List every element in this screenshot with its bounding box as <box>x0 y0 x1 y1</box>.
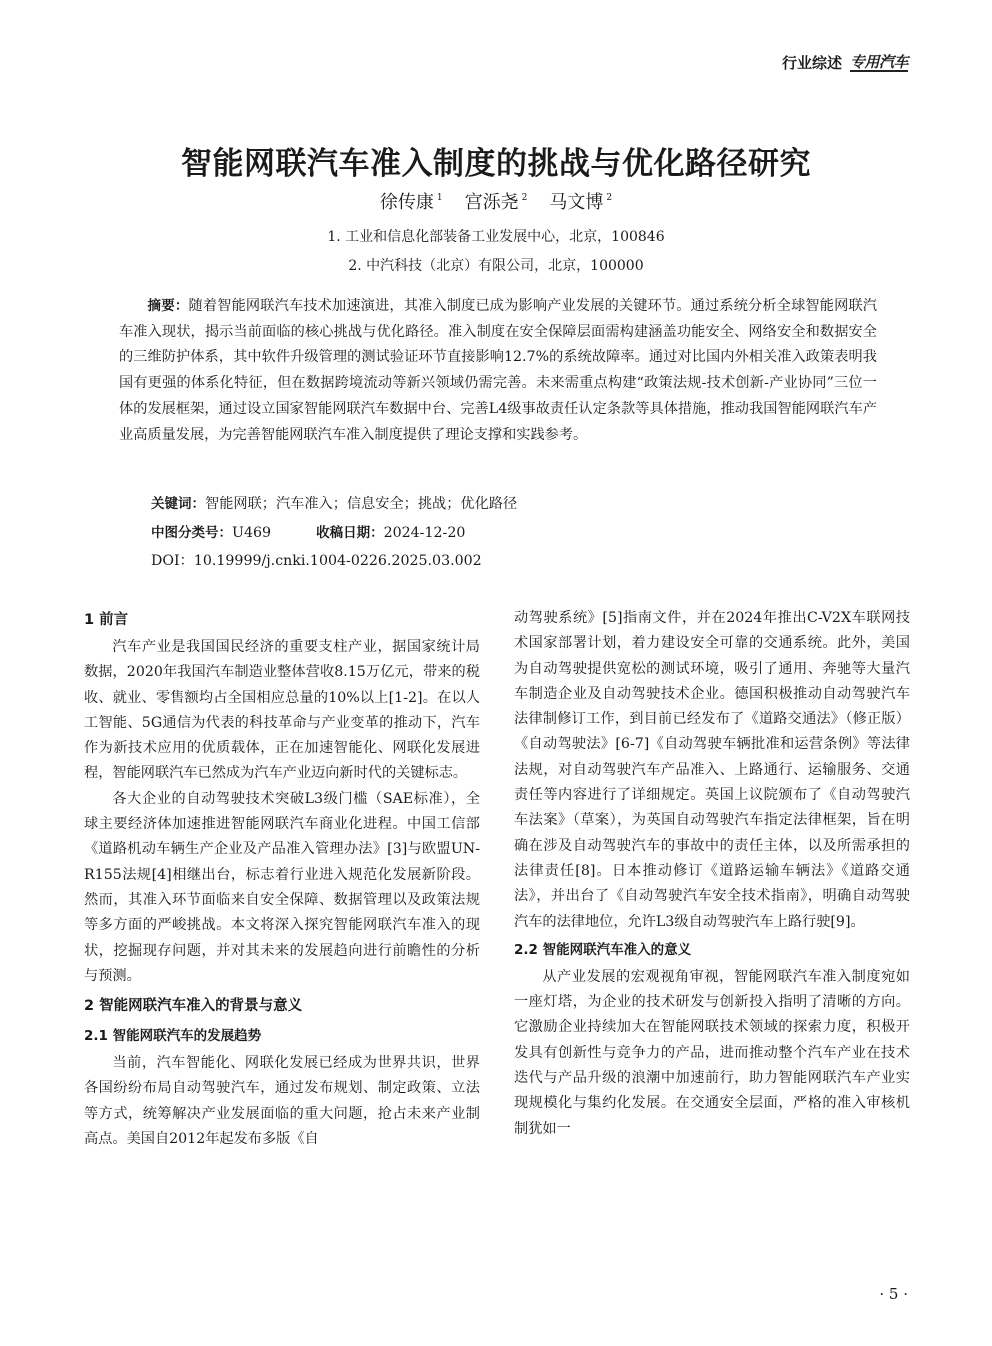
section-label: 行业综述 <box>781 54 842 72</box>
affiliation: 1. 工业和信息化部装备工业发展中心，北京，100846 <box>327 229 665 245</box>
affiliation: 2. 中汽科技（北京）有限公司，北京，100000 <box>348 258 644 274</box>
paragraph: 当前，汽车智能化、网联化发展已经成为世界共识，世界各国纷纷布局自动驾驶汽车，通过发布规划、制定政策、立法等方式，统筹解决产业发展面临的重大问题，抢占未来产业制高点。美国自2012年起发布多版《自 <box>84 1055 480 1148</box>
left-column <box>84 605 480 1152</box>
abstract-label: 摘要： <box>147 298 189 314</box>
section-heading: 1 前言 <box>84 612 129 628</box>
doi-label: DOI： <box>151 553 194 569</box>
classification-label: 中图分类号： <box>151 525 232 541</box>
author: 宫泺尧 $^2$ <box>464 192 528 213</box>
paragraph: 动驾驶系统》[5]指南文件，并在2024年推出C-V2X车联网技术国家部署计划，着力建设安全可靠的交通系统。此外，美国为自动驾驶提供宽松的测试环境，吸引了通用、奔驰等大量汽车制造企业及自动驾驶技术企业。德国积极推动自动驾驶汽车法律制修订工作，到目前已经发布了《道路交通法》（修正版）《自动驾驶法》[6-7]《自动驾驶车辆批准和运营条例》等法律法规，对自动驾驶汽车产品准入、上路通行、运输服务、交通责任等内容进行了详细规定。英国上议院颁布了《自动驾驶汽车法案》（草案），为英国自动驾驶汽车指定法律框架，旨在明确在涉及自动驾驶汽车的事故中的责任主体，以及所需承担的法律责任[8]。日本推动修订《道路运输车辆法》《道路交通法》，并出台了《自动驾驶汽车安全技术指南》，明确自动驾驶汽车的法律地位，允许L3级自动驾驶汽车上路行驶[9]。 <box>514 610 910 930</box>
journal-logo: 专用汽车 <box>849 52 908 71</box>
doi-line <box>151 550 482 570</box>
keywords <box>151 492 517 513</box>
subsection-heading: 2.1 智能网联汽车的发展趋势 <box>84 1028 262 1045</box>
keywords-label: 关键词： <box>151 496 205 512</box>
paragraph: 汽车产业是我国国民经济的重要支柱产业，据国家统计局数据，2020年我国汽车制造业整体营收8.15万亿元，带来的税收、就业、零售额均占全国相应总量的10%以上[1-2]。在以人工智能、5G通信为代表的科技革命与产业变革的推动下，汽车作为新技术应用的优质载体，正在加速智能化、网联化发展进程，智能网联汽车已然成为汽车产业迈向新时代的关键标志。 <box>84 639 480 782</box>
abstract-text: 随着智能网联汽车技术加速演进，其准入制度已成为影响产业发展的关键环节。通过系统分析全球智能网联汽车准入现状，揭示当前面临的核心挑战与优化路径。准入制度在安全保障层面需构建涵盖功能安全、网络安全和数据安全的三维防护体系，其中软件升级管理的测试验证环节直接影响12.7%的系统故障率。通过对比国内外相关准入政策表明我国有更强的体系化特征，但在数据跨境流动等新兴领域仍需完善。未来需重点构建“政策法规-技术创新-产业协同”三位一体的发展框架，通过设立国家智能网联汽车数据中台、完善L4级事故责任认定条款等具体措施，推动我国智能网联汽车产业高质量发展，为完善智能网联汽车准入制度提供了理论支撑和实践参考。 <box>119 298 877 443</box>
classification-line <box>151 521 465 541</box>
author: 马文博 $^2$ <box>549 192 613 213</box>
right-column <box>514 606 910 1142</box>
running-header <box>782 52 908 73</box>
subsection-heading: 2.2 智能网联汽车准入的意义 <box>514 941 692 958</box>
section-heading: 2 智能网联汽车准入的背景与意义 <box>84 998 303 1015</box>
keywords-text: 智能网联；汽车准入；信息安全；挑战；优化路径 <box>205 496 518 512</box>
paragraph: 从产业发展的宏观视角审视，智能网联汽车准入制度宛如一座灯塔，为企业的技术研发与创新投入指明了清晰的方向。它激励企业持续加大在智能网联技术领域的探索力度，积极开发具有创新性与竞争力的产品，进而推动整个汽车产业在技术迭代与产品升级的浪潮中加速前行，助力智能网联汽车产业实现规模化与集约化发展。在交通安全层面，严格的准入审核机制犹如一 <box>514 968 910 1137</box>
author: 徐传康 $^1$ <box>379 192 443 213</box>
paper-title: 智能网联汽车准入制度的挑战与优化路径研究 <box>181 146 811 182</box>
doi-value: 10.19999/j.cnki.1004-0226.2025.03.002 <box>193 553 482 569</box>
paragraph: 各大企业的自动驾驶技术突破L3级门槛（SAE标准），全球主要经济体加速推进智能网联汽车商业化进程。中国工信部《道路机动车辆生产企业及产品准入管理办法》[3]与欧盟UN-R155法规[4]相继出台，标志着行业进入规范化发展新阶段。然而，其准入环节面临来自安全保障、数据管理以及政策法规等多方面的严峻挑战。本文将深入探究智能网联汽车准入的现状，挖掘现存问题，并对其未来的发展趋向进行前瞻性的分析与预测。 <box>84 790 480 984</box>
received-label: 收稿日期： <box>316 525 384 541</box>
classification-value: U469 <box>232 525 272 541</box>
page-number: · 5 · <box>879 1285 908 1303</box>
received-value: 2024-12-20 <box>383 525 466 541</box>
author-list <box>0 188 992 214</box>
abstract <box>119 294 877 448</box>
